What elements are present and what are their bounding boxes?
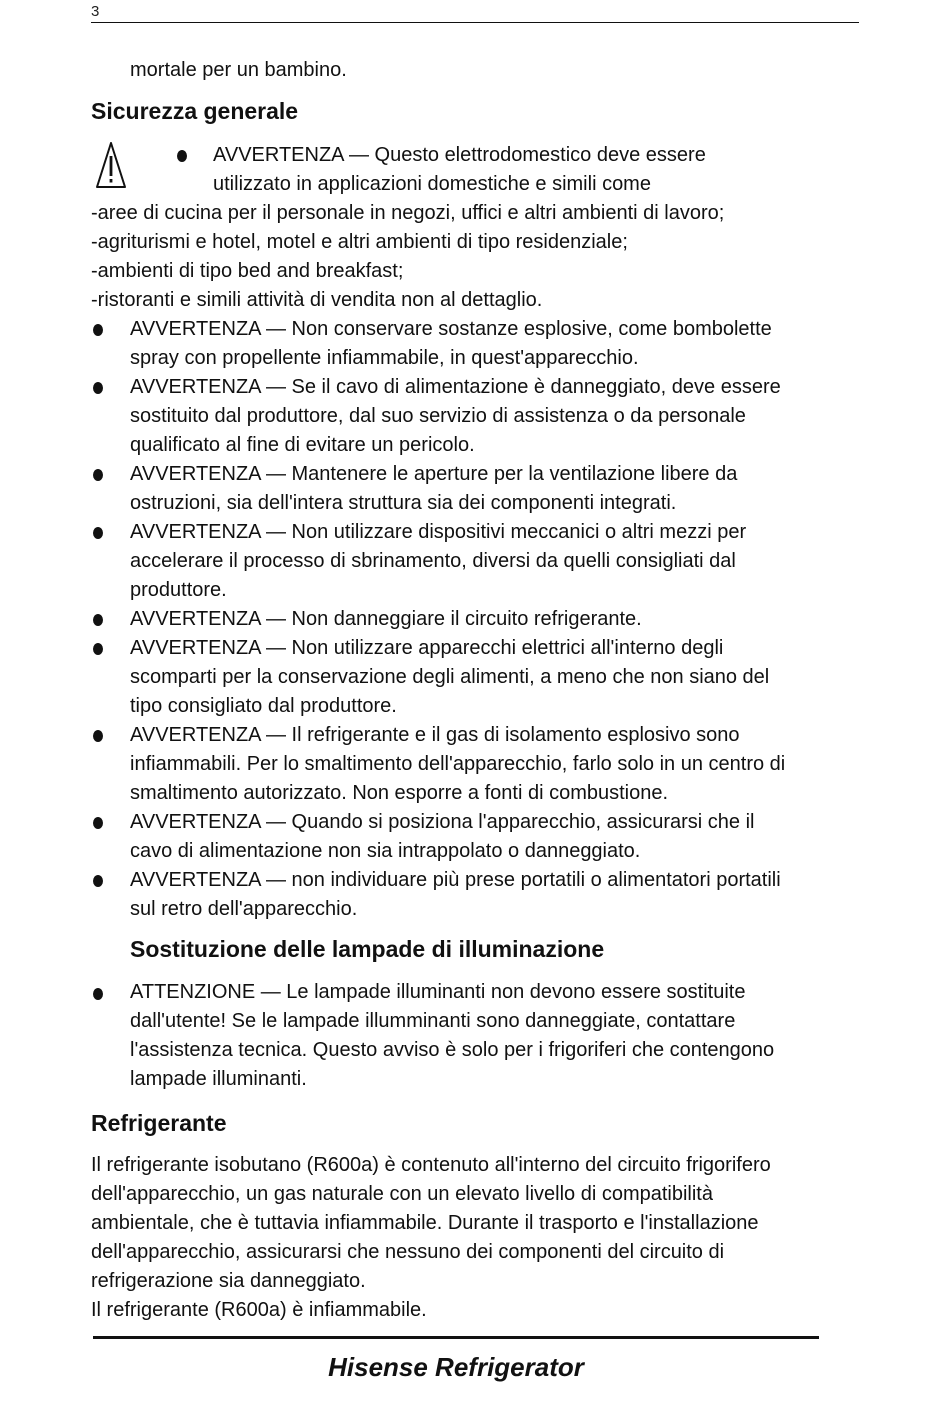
refrigerant-line: refrigerazione sia danneggiato. <box>91 1270 366 1292</box>
intro-fragment: mortale per un bambino. <box>130 59 347 81</box>
warning-line: tipo consigliato dal produttore. <box>130 695 397 717</box>
bullet <box>93 817 103 829</box>
lamps-line: lampade illuminanti. <box>130 1068 307 1090</box>
refrigerant-line: Il refrigerante (R600a) è infiammabile. <box>91 1299 427 1321</box>
warning-line: ostruzioni, sia dell'intera struttura sia dei componenti integrati. <box>130 492 677 514</box>
warning-line: AVVERTENZA — Il refrigerante e il gas di isolamento esplosivo sono <box>130 724 740 746</box>
warning-line: AVVERTENZA — Non danneggiare il circuito refrigerante. <box>130 608 642 630</box>
lamps-line: ATTENZIONE — Le lampade illuminanti non devono essere sostituite <box>130 981 746 1003</box>
usage-item: -ambienti di tipo bed and breakfast; <box>91 260 404 282</box>
bullet <box>93 643 103 655</box>
refrigerant-line: dell'apparecchio, un gas naturale con un elevato livello di compatibilità <box>91 1183 713 1205</box>
warning-line: AVVERTENZA — Non utilizzare dispositivi meccanici o altri mezzi per <box>130 521 747 543</box>
section-title-general-safety: Sicurezza generale <box>91 98 299 124</box>
lamps-line: l'assistenza tecnica. Questo avviso è solo per i frigoriferi che contengono <box>130 1039 775 1061</box>
bullet <box>93 730 103 742</box>
footer-divider <box>93 1336 819 1339</box>
warning-line: infiammabili. Per lo smaltimento dell'apparecchio, farlo solo in un centro di <box>130 753 786 775</box>
brand-footer: Hisense Refrigerator <box>328 1352 584 1382</box>
first-warning-line-1: AVVERTENZA — Questo elettrodomestico deve essere <box>213 144 706 166</box>
warning-line: scomparti per la conservazione degli alimenti, a meno che non siano del <box>130 666 770 688</box>
warning-triangle-icon <box>95 140 127 190</box>
warning-line: AVVERTENZA — Mantenere le aperture per la ventilazione libere da <box>130 463 738 485</box>
warning-line: sul retro dell'apparecchio. <box>130 898 358 920</box>
usage-item: -ristoranti e simili attività di vendita non al dettaglio. <box>91 289 543 311</box>
warning-line: sostituito dal produttore, dal suo servizio di assistenza o da personale <box>130 405 746 427</box>
header-divider <box>91 22 859 23</box>
bullet <box>93 614 103 626</box>
first-warning-line-2: utilizzato in applicazioni domestiche e simili come <box>213 173 651 195</box>
warning-line: spray con propellente infiammabile, in quest'apparecchio. <box>130 347 639 369</box>
warning-line: cavo di alimentazione non sia intrappolato o danneggiato. <box>130 840 641 862</box>
warning-line: smaltimento autorizzato. Non esporre a fonti di combustione. <box>130 782 669 804</box>
bullet <box>177 150 187 162</box>
bullet <box>93 324 103 336</box>
warning-line: AVVERTENZA — Se il cavo di alimentazione è danneggiato, deve essere <box>130 376 781 398</box>
refrigerant-line: ambientale, che è tuttavia infiammabile. Durante il trasporto e l'installazione <box>91 1212 759 1234</box>
bullet <box>93 988 103 1000</box>
page-number: 3 <box>91 3 100 20</box>
warning-line: AVVERTENZA — Non conservare sostanze esplosive, come bombolette <box>130 318 772 340</box>
bullet <box>93 875 103 887</box>
bullet <box>93 382 103 394</box>
refrigerant-line: Il refrigerante isobutano (R600a) è contenuto all'interno del circuito frigorifero <box>91 1154 771 1176</box>
warning-line: AVVERTENZA — Non utilizzare apparecchi elettrici all'interno degli <box>130 637 724 659</box>
warning-line: AVVERTENZA — Quando si posiziona l'apparecchio, assicurarsi che il <box>130 811 755 833</box>
usage-item: -aree di cucina per il personale in negozi, uffici e altri ambienti di lavoro; <box>91 202 725 224</box>
warning-line: produttore. <box>130 579 227 601</box>
warning-line: qualificato al fine di evitare un pericolo. <box>130 434 475 456</box>
refrigerant-line: dell'apparecchio, assicurarsi che nessuno dei componenti del circuito di <box>91 1241 725 1263</box>
section-title-refrigerant: Refrigerante <box>91 1110 227 1136</box>
usage-item: -agriturismi e hotel, motel e altri ambienti di tipo residenziale; <box>91 231 628 253</box>
bullet <box>93 469 103 481</box>
bullet <box>93 527 103 539</box>
section-title-lamps: Sostituzione delle lampade di illuminazione <box>130 936 605 962</box>
warning-line: accelerare il processo di sbrinamento, diversi da quelli consigliati dal <box>130 550 736 572</box>
warning-line: AVVERTENZA — non individuare più prese portatili o alimentatori portatili <box>130 869 781 891</box>
lamps-line: dall'utente! Se le lampade illumminanti sono danneggiate, contattare <box>130 1010 736 1032</box>
